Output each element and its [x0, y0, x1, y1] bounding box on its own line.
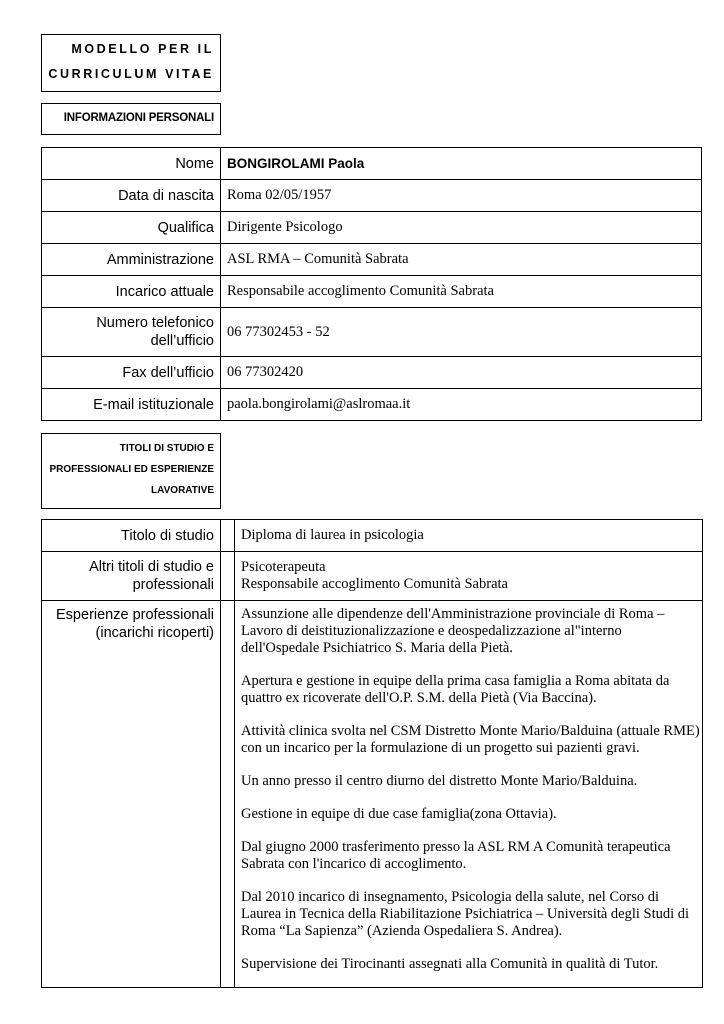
- section-titles-header: [41, 433, 221, 509]
- experience-item: Apertura e gestione in equipe della prima casa famiglia a Roma abitata da quattro ex ricoverate dell'O.P. S.M. della Pietà (Via Baccina).: [241, 673, 670, 706]
- gap-cell: [221, 601, 235, 988]
- table-row: [42, 357, 702, 389]
- experience-item: Attività clinica svolta nel CSM Distretto Monte Mario/Balduina (attuale RME) con un incarico per la formulazione di un progetto sui pazienti gravi.: [241, 723, 700, 756]
- experience-item: Supervisione dei Tirocinanti assegnati alla Comunità in qualità di Tutor.: [241, 956, 659, 972]
- document-title: [41, 34, 221, 92]
- table-row: [42, 212, 702, 244]
- titles-table: [41, 519, 703, 988]
- value-telefono: 06 77302453 - 52: [221, 308, 702, 357]
- gap-cell: [221, 520, 235, 552]
- table-row: [42, 148, 702, 180]
- experience-item: Dal 2010 incarico di insegnamento, Psicologia della salute, nel Corso di Laurea in Tecnica della Riabilitazione Psichiatrica – Università degli Studi di Roma “La Sapienza” (Azienda Ospedaliera S. Andrea).: [241, 889, 690, 939]
- experience-item: Assunzione alle dipendenze dell'Amministrazione provinciale di Roma – Lavoro di deistituzionalizzazione e deospedalizzazione al"interno dell'Ospedale Psichiatrico S. Maria della Pietà.: [241, 606, 665, 656]
- label-incarico: Incarico attuale: [42, 276, 221, 308]
- value-data-nascita: Roma 02/05/1957: [221, 180, 702, 212]
- table-row: [42, 520, 703, 552]
- section-personal-label: INFORMAZIONI PERSONALI: [63, 112, 214, 124]
- title-line-2: CURRICULUM VITAE: [48, 67, 214, 81]
- table-row: [42, 552, 703, 601]
- value-nome: BONGIROLAMI Paola: [221, 148, 702, 180]
- section-titles-line-1: TITOLI DI STUDIO E: [119, 443, 214, 454]
- label-email: E-mail istituzionale: [42, 389, 221, 421]
- label-amministrazione: Amministrazione: [42, 244, 221, 276]
- table-row: [42, 308, 702, 357]
- experience-item: Gestione in equipe di due case famiglia(zona Ottavia).: [241, 806, 557, 822]
- experience-item: Un anno presso il centro diurno del distretto Monte Mario/Balduina.: [241, 773, 638, 789]
- value-incarico: Responsabile accoglimento Comunità Sabrata: [221, 276, 702, 308]
- value-qualifica: Dirigente Psicologo: [221, 212, 702, 244]
- value-esperienze: [235, 601, 703, 988]
- value-altri-titoli: [235, 552, 703, 601]
- table-row: [42, 244, 702, 276]
- personal-info-table: [41, 147, 702, 421]
- table-row: [42, 180, 702, 212]
- altri-titoli-line-2: Responsabile accoglimento Comunità Sabrata: [241, 576, 508, 592]
- section-personal-header: [41, 103, 221, 135]
- label-titolo-studio: Titolo di studio: [42, 520, 221, 552]
- label-qualifica: Qualifica: [42, 212, 221, 244]
- table-row: [42, 389, 702, 421]
- label-esperienze: Esperienze professionali (incarichi ricoperti): [42, 601, 221, 988]
- gap-cell: [221, 552, 235, 601]
- table-row: [42, 601, 703, 988]
- table-row: [42, 276, 702, 308]
- label-telefono: Numero telefonico dell’ufficio: [42, 308, 221, 357]
- label-fax: Fax dell’ufficio: [42, 357, 221, 389]
- altri-titoli-line-1: Psicoterapeuta: [241, 559, 326, 575]
- value-email[interactable]: paola.bongirolami@aslromaa.it: [221, 389, 702, 421]
- experience-item: Dal giugno 2000 trasferimento presso la ASL RM A Comunità terapeutica Sabrata con l'incarico di accoglimento.: [241, 839, 671, 872]
- label-data-nascita: Data di nascita: [42, 180, 221, 212]
- section-titles-line-3: LAVORATIVE: [151, 485, 214, 496]
- value-fax: 06 77302420: [221, 357, 702, 389]
- value-amministrazione: ASL RMA – Comunità Sabrata: [221, 244, 702, 276]
- label-nome: Nome: [42, 148, 221, 180]
- value-titolo-studio: Diploma di laurea in psicologia: [235, 520, 703, 552]
- label-altri-titoli: Altri titoli di studio e professionali: [42, 552, 221, 601]
- title-line-1: MODELLO PER IL: [71, 42, 214, 56]
- section-titles-line-2: PROFESSIONALI ED ESPERIENZE: [49, 464, 214, 475]
